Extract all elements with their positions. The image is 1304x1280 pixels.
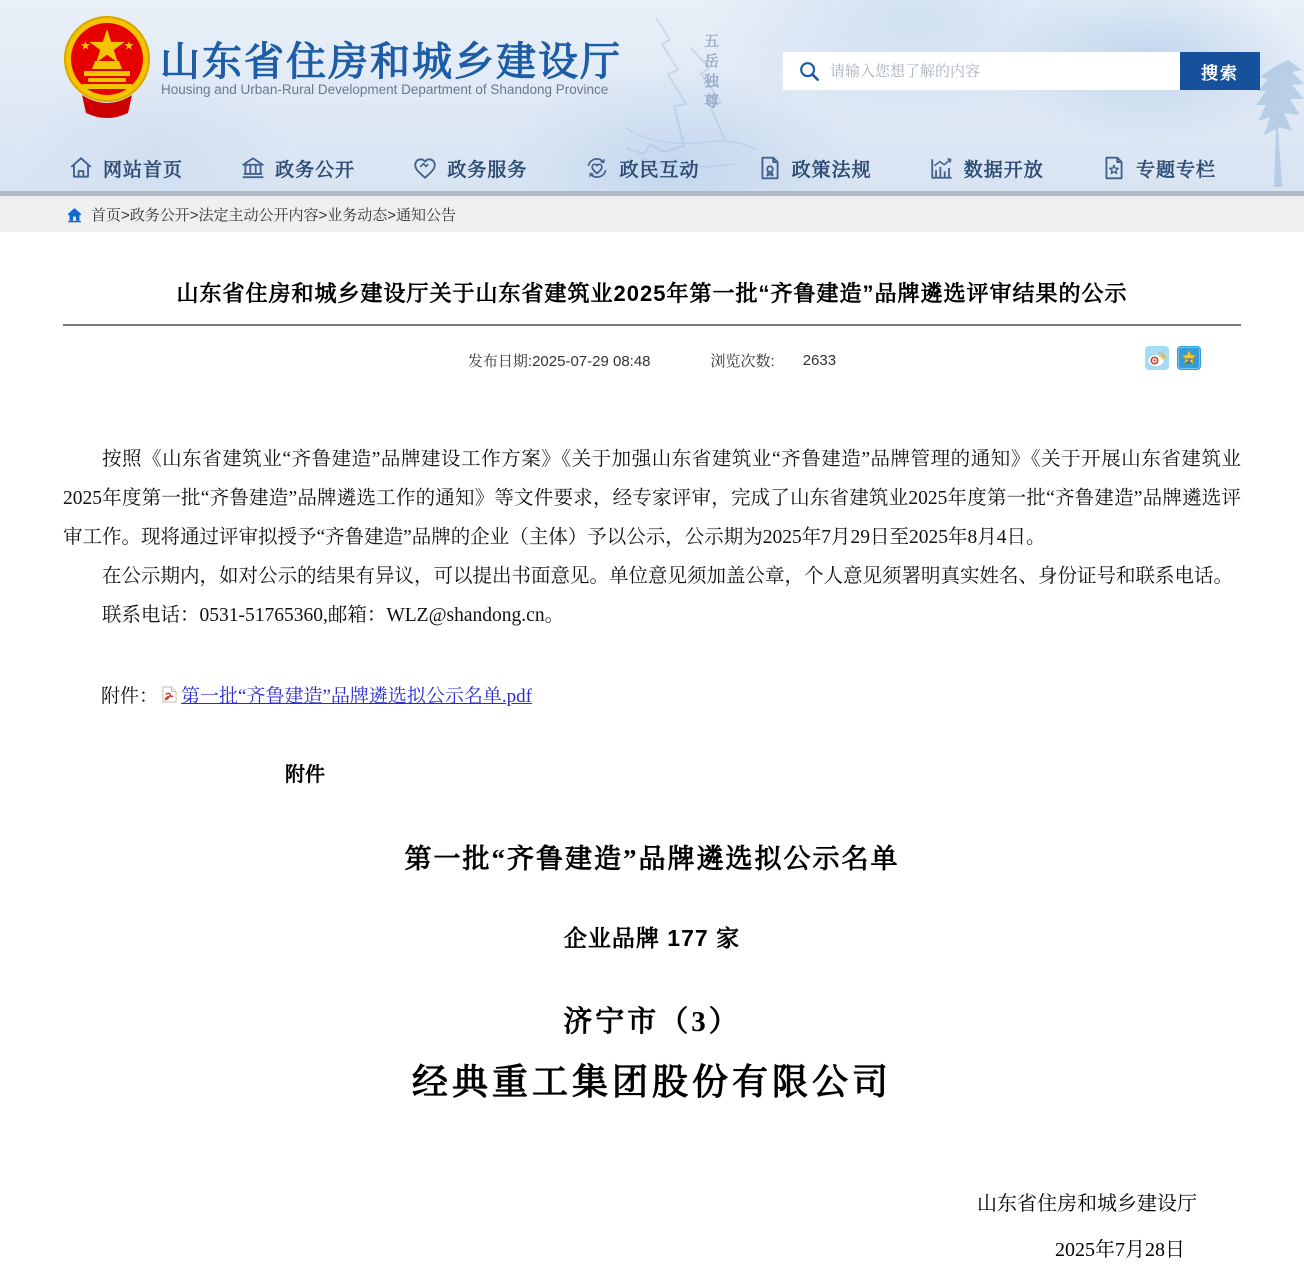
svg-text:尊: 尊 xyxy=(704,93,720,110)
site-subtitle: Housing and Urban-Rural Development Department of Shandong Province xyxy=(161,82,609,97)
heart-cycle-icon xyxy=(584,155,610,181)
doc-signature xyxy=(63,1181,1241,1273)
paragraph-1: 按照《山东省建筑业“齐鲁建造”品牌建设工作方案》《关于加强山东省建筑业“齐鲁建造”品牌管理的通知》《关于开展山东省建筑业2025年度第一批“齐鲁建造”品牌遴选工作的通知》等文件要求，经专家评审，完成了山东省建筑业2025年度第一批“齐鲁建造”品牌遴选评审工作。现将通过评审拟授予“齐鲁建造”品牌的企业（主体）予以公示，公示期为2025年7月29日至2025年8月4日。 xyxy=(63,449,1241,548)
nav-item-special-columns[interactable] xyxy=(1101,155,1216,182)
site-search xyxy=(783,52,1260,90)
nav-item-home[interactable] xyxy=(68,155,183,182)
attachment-row xyxy=(63,681,1241,708)
page-title: 山东省住房和城乡建设厅关于山东省建筑业2025年第一批“齐鲁建造”品牌遴选评审结果的公示 xyxy=(176,281,1128,306)
doc-city-heading: 济宁市（3） xyxy=(563,1006,741,1038)
search-button[interactable]: 搜索 xyxy=(1180,52,1260,90)
article-body xyxy=(63,440,1241,635)
views-label: 浏览次数: xyxy=(710,352,775,370)
pdf-file-icon xyxy=(162,686,177,703)
article-content xyxy=(0,279,1304,1273)
doc-annex-label: 附件 xyxy=(285,764,325,786)
svg-text:五: 五 xyxy=(704,33,720,50)
nav-label: 政民互动 xyxy=(619,159,700,181)
views-count: 2633 xyxy=(802,351,837,369)
breadcrumb[interactable]: 首页>政务公开>法定主动公开内容>业务动态>通知公告 xyxy=(91,206,457,224)
nav-label: 数据开放 xyxy=(963,159,1044,181)
paragraph-3: 联系电话：0531-51765360,邮箱：WLZ@shandong.cn。 xyxy=(102,605,565,626)
site-title: 山东省住房和城乡建设厅 xyxy=(160,40,622,84)
doc-company-name: 经典重工集团股份有限公司 xyxy=(411,1062,892,1102)
nav-item-policies[interactable] xyxy=(757,155,872,182)
nav-label: 专题专栏 xyxy=(1135,159,1216,181)
doc-subtitle: 企业品牌 177 家 xyxy=(563,925,741,951)
embedded-document xyxy=(63,758,1241,1273)
svg-text:岳: 岳 xyxy=(704,53,720,70)
breadcrumb-bar xyxy=(0,196,1304,232)
weibo-share-icon[interactable] xyxy=(1145,346,1169,370)
star-doc-icon xyxy=(1101,155,1127,181)
nav-item-open-data[interactable] xyxy=(929,155,1044,182)
nav-label: 网站首页 xyxy=(103,159,184,181)
article-meta xyxy=(63,346,1241,374)
data-chart-icon xyxy=(929,155,955,181)
site-header xyxy=(0,0,1304,145)
home-icon xyxy=(68,155,94,181)
main-nav xyxy=(0,145,1304,191)
attachment-pdf-link[interactable]: 第一批“齐鲁建造”品牌遴选拟公示名单.pdf xyxy=(181,686,532,707)
nav-item-gov-services[interactable] xyxy=(412,155,527,182)
bank-icon xyxy=(240,155,266,181)
search-icon xyxy=(798,60,820,82)
national-emblem-logo xyxy=(62,11,152,119)
nav-label: 政务服务 xyxy=(447,159,528,181)
doc-sign-date: 2025年7月28日 xyxy=(1055,1239,1185,1261)
svg-text:独: 独 xyxy=(704,73,720,90)
paragraph-2: 在公示期内，如对公示的结果有异议，可以提出书面意见。单位意见须加盖公章，个人意见须署明真实姓名、身份证号和联系电话。 xyxy=(102,566,1234,587)
search-input[interactable] xyxy=(830,53,1179,89)
nav-label: 政策法规 xyxy=(791,159,872,181)
page-header-area xyxy=(0,0,1304,191)
breadcrumb-home-icon[interactable] xyxy=(66,206,83,223)
nav-item-gov-disclosure[interactable] xyxy=(240,155,355,182)
nav-label: 政务公开 xyxy=(275,159,356,181)
publish-date: 发布日期:2025-07-29 08:48 xyxy=(467,352,651,370)
nav-item-interaction[interactable] xyxy=(584,155,699,182)
attachment-prefix: 附件： xyxy=(101,686,159,707)
qzone-share-icon[interactable] xyxy=(1177,346,1201,370)
policy-doc-icon xyxy=(757,155,783,181)
share-buttons xyxy=(1145,346,1201,370)
handshake-icon xyxy=(412,155,438,181)
doc-title: 第一批“齐鲁建造”品牌遴选拟公示名单 xyxy=(404,844,900,874)
search-box xyxy=(783,52,1180,90)
title-divider xyxy=(63,324,1241,326)
doc-sign-org: 山东省住房和城乡建设厅 xyxy=(977,1193,1197,1215)
